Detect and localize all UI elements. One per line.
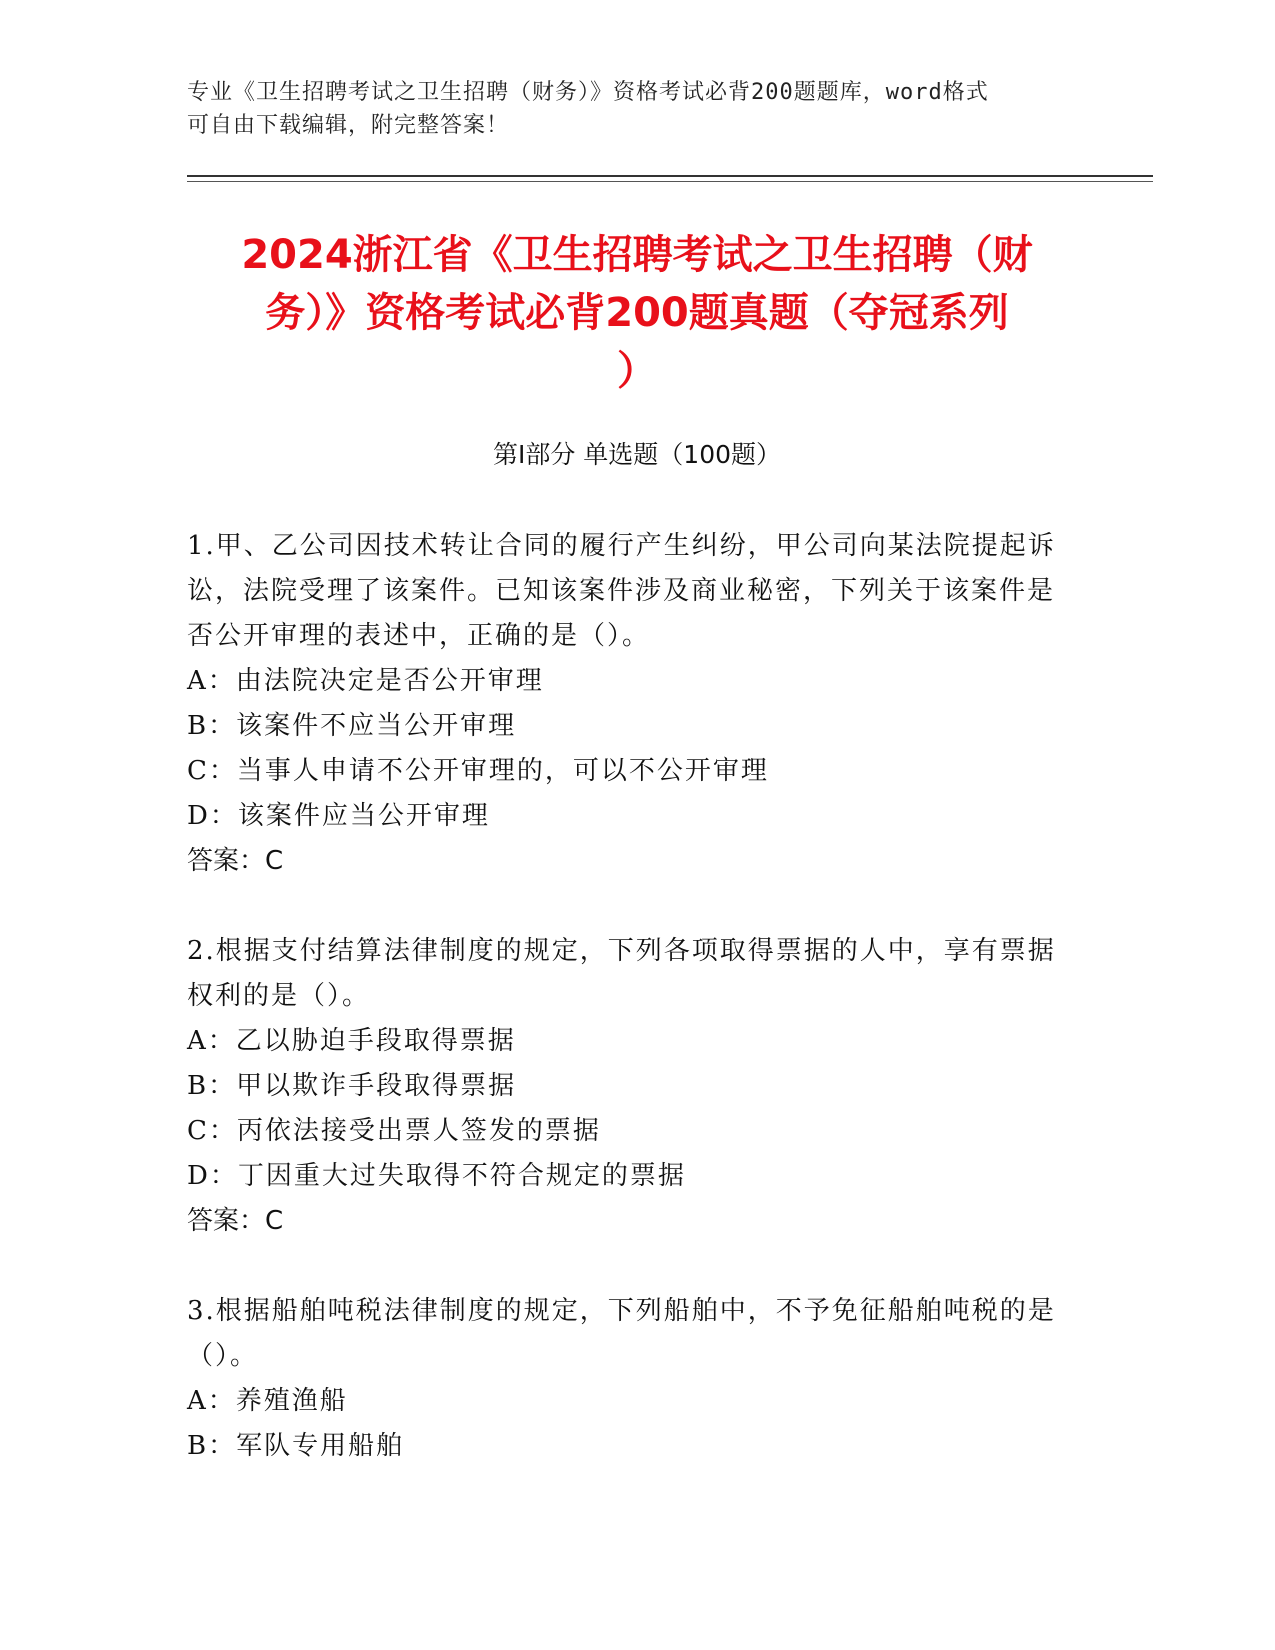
option-a: A：由法院决定是否公开审理 bbox=[187, 666, 544, 696]
header-divider-thin bbox=[187, 181, 1153, 182]
question-3 bbox=[187, 1289, 1067, 1469]
option-b: B：该案件不应当公开审理 bbox=[187, 711, 517, 741]
question-stem: 3.根据船舶吨税法律制度的规定，下列船舶中，不予免征船舶吨税的是（）。 bbox=[187, 1296, 1056, 1371]
document-title bbox=[187, 226, 1087, 400]
section-title: 第Ⅰ部分 单选题（100题） bbox=[492, 440, 782, 469]
question-stem: 2.根据支付结算法律制度的规定，下列各项取得票据的人中，享有票据权利的是（）。 bbox=[187, 936, 1056, 1011]
option-d: D：丁因重大过失取得不符合规定的票据 bbox=[187, 1161, 686, 1191]
option-a: A：乙以胁迫手段取得票据 bbox=[187, 1026, 516, 1056]
option-d: D：该案件应当公开审理 bbox=[187, 801, 490, 831]
question-stem: 1.甲、乙公司因技术转让合同的履行产生纠纷，甲公司向某法院提起诉讼，法院受理了该案件。已知该案件涉及商业秘密，下列关于该案件是否公开审理的表述中，正确的是（）。 bbox=[187, 531, 1056, 651]
header-note-line-2: 可自由下载编辑，附完整答案！ bbox=[187, 113, 510, 138]
option-a: A：养殖渔船 bbox=[187, 1386, 348, 1416]
header-note bbox=[187, 76, 1067, 142]
document-title-line-2: 务）》资格考试必背200题真题（夺冠系列 bbox=[265, 290, 1009, 336]
option-b: B：军队专用船舶 bbox=[187, 1431, 405, 1461]
option-b: B：甲以欺诈手段取得票据 bbox=[187, 1071, 517, 1101]
header-note-line-1: 专业《卫生招聘考试之卫生招聘（财务）》资格考试必背200题题库，word格式 bbox=[187, 80, 989, 105]
document-title-line-1: 2024浙江省《卫生招聘考试之卫生招聘（财 bbox=[241, 232, 1033, 278]
question-2 bbox=[187, 929, 1067, 1244]
document-title-line-3: ） bbox=[617, 348, 657, 394]
option-c: C：丙依法接受出票人签发的票据 bbox=[187, 1116, 601, 1146]
answer: 答案：C bbox=[187, 846, 284, 876]
option-c: C：当事人申请不公开审理的，可以不公开审理 bbox=[187, 756, 769, 786]
answer: 答案：C bbox=[187, 1206, 284, 1236]
header-divider-thick bbox=[187, 175, 1153, 177]
question-1 bbox=[187, 524, 1067, 884]
